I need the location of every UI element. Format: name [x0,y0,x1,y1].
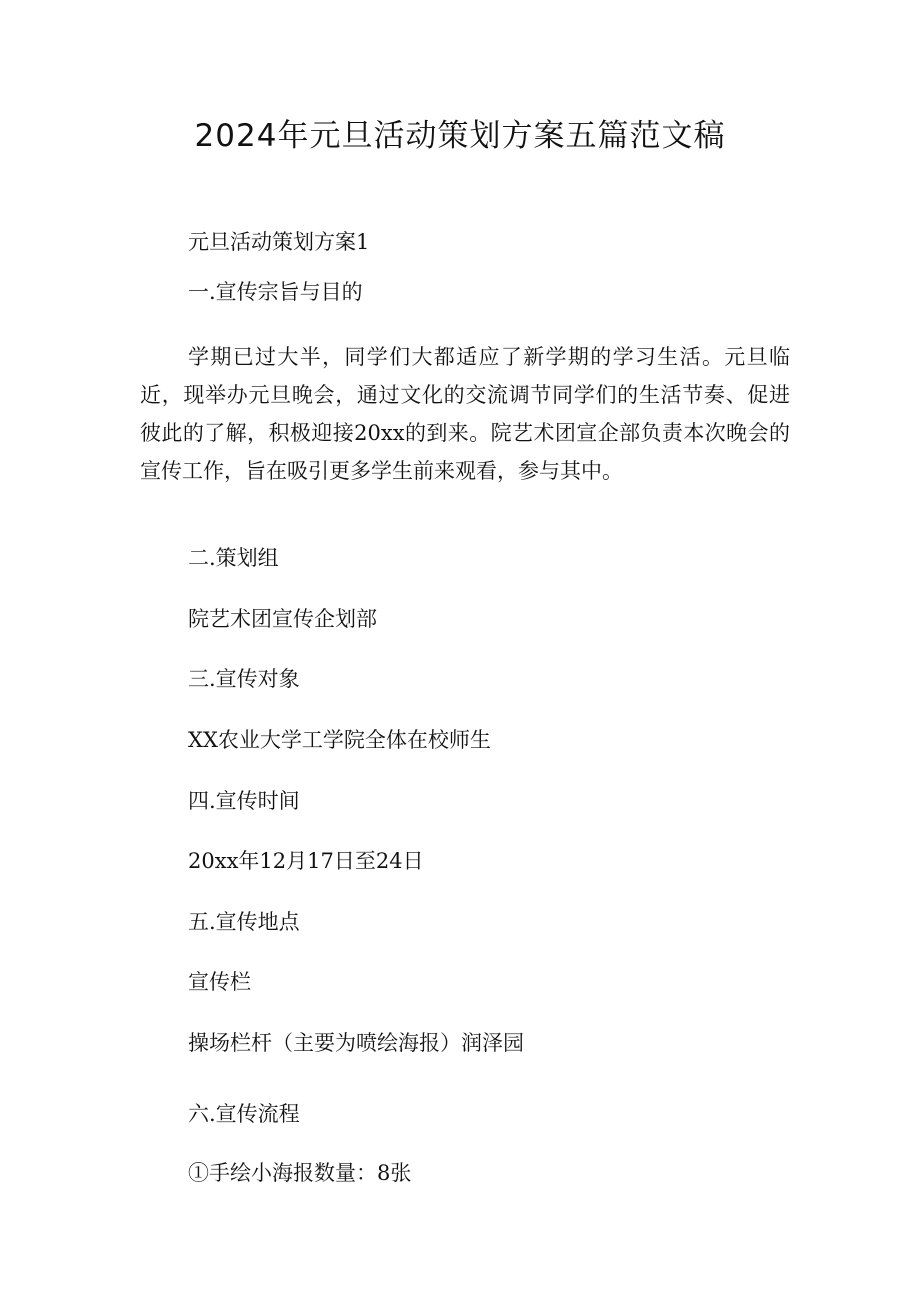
purpose-paragraph: 学期已过大半，同学们大都适应了新学期的学习生活。元旦临近，现举办元旦晚会，通过文化的交流调节同学们的生活节奏、促进彼此的了解，积极迎接20xx的到来。院艺术团宣企部负责本次晚会的宣传工作，旨在吸引更多学生前来观看，参与其中。 [140,345,790,483]
section-heading-time: 四.宣传时间 [188,789,300,813]
document-title: 2024年元旦活动策划方案五篇范文稿 [194,118,726,154]
section-heading-audience: 三.宣传对象 [188,667,300,691]
location-text-board: 宣传栏 [188,970,251,994]
section-heading-purpose: 一.宣传宗旨与目的 [188,280,363,304]
process-item-posters: ①手绘小海报数量：8张 [188,1161,412,1185]
section-heading-planning-group: 二.策划组 [188,546,279,570]
location-text-railings: 操场栏杆（主要为喷绘海报）润泽园 [188,1031,524,1055]
section-heading-process: 六.宣传流程 [188,1102,300,1126]
audience-text: XX农业大学工学院全体在校师生 [188,728,491,752]
planning-group-text: 院艺术团宣传企划部 [188,607,377,631]
plan-heading: 元旦活动策划方案1 [188,230,370,254]
time-text: 20xx年12月17日至24日 [188,849,424,873]
section-heading-location: 五.宣传地点 [188,910,300,934]
